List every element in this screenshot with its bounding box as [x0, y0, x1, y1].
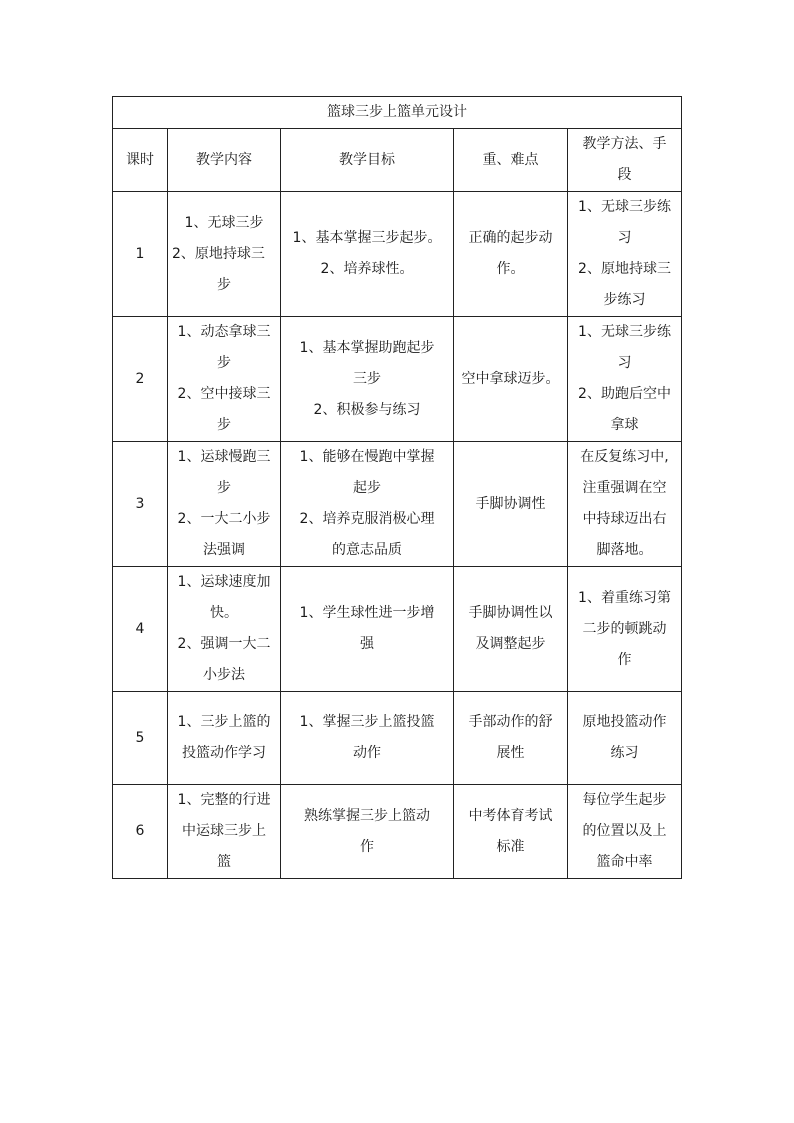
cell-line: 手脚协调性以: [468, 605, 553, 621]
cell-goal: [281, 567, 454, 692]
cell-methods: [568, 442, 682, 567]
cell-line: 1、动态拿球三: [177, 324, 271, 340]
cell-line: 起步: [353, 480, 381, 496]
cell-line: 二步的顿跳动: [582, 620, 667, 637]
cell-line: 快。: [210, 605, 238, 621]
cell-line: 步: [217, 480, 231, 496]
cell-goal: [281, 317, 454, 442]
cell-line: 标准: [496, 838, 525, 855]
cell-methods: [568, 692, 682, 785]
cell-line: 2、积极参与练习: [313, 401, 421, 418]
cell-line: 手脚协调性: [475, 495, 546, 512]
cell-line: 步: [217, 355, 231, 371]
cell-key-points: [454, 192, 568, 317]
cell-methods: [568, 317, 682, 442]
cell-line: 的位置以及上: [582, 823, 667, 839]
cell-line: 法强调: [203, 542, 245, 558]
cell-line: 正确的起步动: [468, 230, 553, 246]
cell-goal: [281, 692, 454, 785]
header-content: 教学内容: [168, 129, 281, 192]
cell-methods: [568, 785, 682, 879]
cell-line: 步: [217, 276, 231, 293]
cell-line: 2、强调一大二: [177, 636, 271, 652]
unit-design-table: [112, 96, 682, 879]
table-row: [113, 567, 682, 692]
cell-content: [168, 692, 281, 785]
cell-line: 2、原地持球三: [172, 245, 265, 262]
cell-content: [168, 785, 281, 879]
cell-line: 1、能够在慢跑中掌握: [299, 449, 435, 465]
cell-lesson: 5: [113, 692, 168, 785]
cell-content: [168, 317, 281, 442]
header-key-points: 重、难点: [454, 129, 568, 192]
cell-line: 手部动作的舒: [468, 714, 553, 730]
table-title-row: [113, 97, 682, 129]
cell-line: 展性: [496, 745, 525, 761]
cell-key-points: [454, 317, 568, 442]
cell-line: 2、助跑后空中: [578, 386, 671, 402]
cell-line: 步练习: [603, 292, 646, 308]
table-row: [113, 692, 682, 785]
cell-line: 1、运球速度加: [177, 574, 271, 590]
cell-key-points: [454, 567, 568, 692]
cell-lesson: 2: [113, 317, 168, 442]
cell-line: 篮命中率: [596, 854, 653, 870]
header-methods: [568, 129, 682, 192]
cell-line: 原地投篮动作: [582, 714, 667, 730]
cell-line: 作: [617, 651, 632, 668]
cell-line: 2、一大二小步: [177, 511, 271, 527]
cell-line: 的意志品质: [332, 542, 402, 558]
cell-line: 脚落地。: [596, 542, 653, 558]
cell-line: 动作: [353, 745, 381, 761]
cell-line: 注重强调在空: [582, 480, 667, 496]
cell-line: 2、培养球性。: [320, 261, 414, 277]
cell-line: 1、基本掌握助跑起步: [299, 339, 435, 356]
cell-line: 1、三步上篮的: [177, 714, 271, 730]
cell-line: 1、着重练习第: [578, 589, 671, 606]
cell-key-points: [454, 785, 568, 879]
header-goal: 教学目标: [281, 129, 454, 192]
table-header-row: [113, 129, 682, 192]
header-lesson: 课时: [113, 129, 168, 192]
cell-line: 2、培养克服消极心理: [299, 511, 435, 527]
cell-methods: [568, 567, 682, 692]
cell-line: 中持球迈出右: [582, 511, 667, 527]
table-row: [113, 442, 682, 567]
cell-line: 1、无球三步练: [578, 324, 671, 340]
cell-line: 步: [217, 417, 231, 433]
table-title: 篮球三步上篮单元设计: [113, 97, 682, 129]
header-methods-line: 段: [617, 167, 632, 183]
cell-line: 投篮动作学习: [182, 745, 266, 761]
cell-line: 熟练掌握三步上篮动: [304, 807, 430, 824]
cell-line: 篮: [217, 854, 231, 870]
table-row: [113, 192, 682, 317]
cell-line: 习: [617, 230, 632, 246]
header-methods-line: 教学方法、手: [582, 136, 667, 152]
cell-line: 2、原地持球三: [578, 261, 671, 277]
cell-goal: [281, 442, 454, 567]
cell-line: 练习: [610, 745, 639, 761]
cell-line: 习: [617, 355, 632, 371]
cell-lesson: 1: [113, 192, 168, 317]
cell-lesson: 6: [113, 785, 168, 879]
cell-line: 1、完整的行进: [177, 792, 271, 808]
cell-line: 作。: [496, 261, 525, 277]
cell-key-points: [454, 692, 568, 785]
cell-line: 中运球三步上: [182, 823, 266, 839]
table-row: [113, 785, 682, 879]
cell-line: 拿球: [610, 417, 639, 433]
cell-lesson: 3: [113, 442, 168, 567]
cell-line: 每位学生起步: [582, 792, 667, 808]
cell-line: 1、学生球性进一步增: [299, 605, 435, 621]
cell-line: 在反复练习中,: [580, 449, 669, 465]
cell-lesson: 4: [113, 567, 168, 692]
cell-line: 作: [360, 838, 374, 855]
cell-content: [168, 442, 281, 567]
cell-line: 1、无球三步: [184, 214, 264, 231]
table-row: [113, 317, 682, 442]
cell-goal: [281, 192, 454, 317]
cell-line: 及调整起步: [475, 636, 546, 652]
cell-line: 小步法: [203, 667, 245, 683]
cell-line: 1、基本掌握三步起步。: [292, 230, 442, 246]
cell-line: 空中拿球迈步。: [461, 370, 560, 387]
cell-line: 三步: [353, 370, 381, 387]
cell-key-points: [454, 442, 568, 567]
cell-line: 中考体育考试: [468, 807, 553, 824]
cell-line: 强: [360, 636, 374, 652]
cell-line: 2、空中接球三: [177, 386, 271, 402]
cell-line: 1、无球三步练: [578, 199, 671, 215]
cell-methods: [568, 192, 682, 317]
cell-line: 1、运球慢跑三: [177, 449, 271, 465]
cell-content: [168, 567, 281, 692]
cell-content: [168, 192, 281, 317]
cell-goal: [281, 785, 454, 879]
cell-line: 1、掌握三步上篮投篮: [299, 714, 435, 730]
